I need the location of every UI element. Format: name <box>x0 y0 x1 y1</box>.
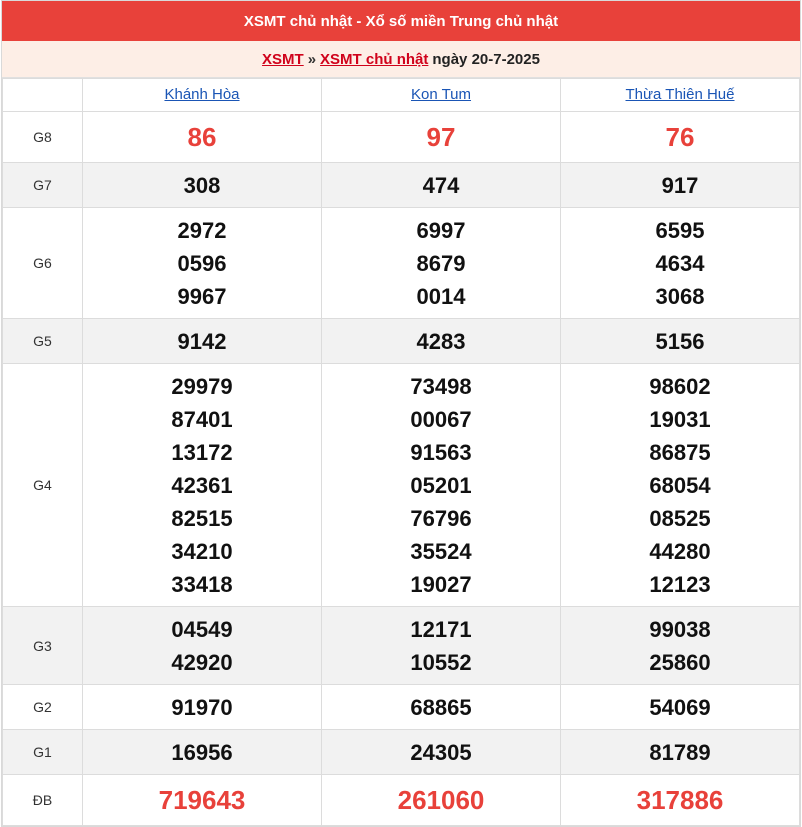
prize-row <box>3 685 800 730</box>
prize-number: 9142 <box>177 328 227 354</box>
prize-row <box>3 730 800 775</box>
prize-number: 05201 <box>410 472 472 498</box>
prize-number: 6595 <box>655 217 705 243</box>
province-link-thua-thien-hue[interactable]: Thừa Thiên Huế <box>625 86 735 103</box>
results-table <box>2 78 800 826</box>
prize-number: 91970 <box>171 694 233 720</box>
prize-label: G4 <box>3 364 83 607</box>
prize-number: 8679 <box>416 250 466 276</box>
prize-cell <box>322 775 561 826</box>
prize-number: 16956 <box>171 739 233 765</box>
breadcrumb-xsmt-link[interactable]: XSMT <box>262 50 304 68</box>
prize-label: G2 <box>3 685 83 730</box>
prize-cell <box>322 685 561 730</box>
results-panel <box>1 0 801 827</box>
prize-cell <box>322 319 561 364</box>
prize-cell <box>561 775 800 826</box>
prize-number: 99038 <box>649 616 711 642</box>
prize-number: 86875 <box>649 439 711 465</box>
prize-cell <box>322 163 561 208</box>
breadcrumb-separator: » <box>307 50 317 68</box>
province-header-cell <box>83 79 322 112</box>
prize-cell <box>83 319 322 364</box>
prize-cell <box>322 112 561 163</box>
prize-row <box>3 364 800 607</box>
prize-number: 68054 <box>649 472 711 498</box>
prize-number: 3068 <box>655 283 705 309</box>
prize-label: G1 <box>3 730 83 775</box>
province-header-row <box>3 79 800 112</box>
prize-cell <box>322 607 561 685</box>
prize-number: 86 <box>187 121 217 152</box>
draw-date: ngày 20-7-2025 <box>432 50 540 68</box>
prize-number: 97 <box>426 121 456 152</box>
prize-number: 76 <box>665 121 695 152</box>
prize-label: G5 <box>3 319 83 364</box>
prize-number: 308 <box>183 172 221 198</box>
breadcrumb <box>2 41 800 78</box>
prize-cell <box>83 112 322 163</box>
prize-number: 12123 <box>649 571 711 597</box>
prize-number: 13172 <box>171 439 233 465</box>
prize-cell <box>561 685 800 730</box>
prize-number: 34210 <box>171 538 233 564</box>
prize-cell <box>83 685 322 730</box>
prize-number: 76796 <box>410 505 472 531</box>
prize-cell <box>83 364 322 607</box>
prize-number: 04549 <box>171 616 233 642</box>
prize-number: 917 <box>661 172 699 198</box>
prize-number: 44280 <box>649 538 711 564</box>
prize-number: 81789 <box>649 739 711 765</box>
prize-number: 68865 <box>410 694 472 720</box>
prize-label: G6 <box>3 208 83 319</box>
prize-row <box>3 163 800 208</box>
province-link-kon-tum[interactable]: Kon Tum <box>410 86 472 103</box>
prize-cell <box>83 208 322 319</box>
prize-number: 10552 <box>410 649 472 675</box>
province-header-cell <box>322 79 561 112</box>
prize-number: 82515 <box>171 505 233 531</box>
province-header-cell <box>561 79 800 112</box>
prize-number: 54069 <box>649 694 711 720</box>
prize-number: 9967 <box>177 283 227 309</box>
prize-number: 87401 <box>171 406 233 432</box>
prize-cell <box>322 208 561 319</box>
prize-number: 42920 <box>171 649 233 675</box>
page-title: XSMT chủ nhật - Xổ số miền Trung chủ nhật <box>2 1 800 41</box>
prize-label: G7 <box>3 163 83 208</box>
prize-number: 4634 <box>655 250 705 276</box>
prize-number: 29979 <box>171 373 233 399</box>
prize-cell <box>561 208 800 319</box>
prize-number: 261060 <box>397 784 485 815</box>
prize-row <box>3 319 800 364</box>
prize-cell <box>83 163 322 208</box>
prize-row <box>3 208 800 319</box>
prize-cell <box>561 112 800 163</box>
prize-cell <box>561 319 800 364</box>
prize-row <box>3 112 800 163</box>
prize-row <box>3 607 800 685</box>
prize-number: 24305 <box>410 739 472 765</box>
prize-number: 98602 <box>649 373 711 399</box>
prize-cell <box>322 364 561 607</box>
prize-number: 6997 <box>416 217 466 243</box>
prize-number: 719643 <box>158 784 246 815</box>
prize-number: 474 <box>422 172 460 198</box>
prize-number: 42361 <box>171 472 233 498</box>
prize-number: 08525 <box>649 505 711 531</box>
prize-number: 0014 <box>416 283 466 309</box>
prize-label: G8 <box>3 112 83 163</box>
header-empty-cell <box>3 79 83 112</box>
prize-cell <box>561 364 800 607</box>
prize-cell <box>561 607 800 685</box>
prize-label: G3 <box>3 607 83 685</box>
prize-number: 35524 <box>410 538 472 564</box>
prize-number: 73498 <box>410 373 472 399</box>
prize-number: 19031 <box>649 406 711 432</box>
prize-number: 2972 <box>177 217 227 243</box>
prize-cell <box>322 730 561 775</box>
prize-number: 19027 <box>410 571 472 597</box>
prize-cell <box>83 730 322 775</box>
prize-number: 0596 <box>177 250 227 276</box>
prize-label: ĐB <box>3 775 83 826</box>
province-link-khanh-hoa[interactable]: Khánh Hòa <box>164 86 240 103</box>
prize-number: 33418 <box>171 571 233 597</box>
prize-number: 00067 <box>410 406 472 432</box>
prize-number: 5156 <box>655 328 705 354</box>
prize-cell <box>561 730 800 775</box>
prize-cell <box>83 775 322 826</box>
prize-number: 4283 <box>416 328 466 354</box>
prize-number: 25860 <box>649 649 711 675</box>
prize-row <box>3 775 800 826</box>
breadcrumb-xsmt-sunday-link[interactable]: XSMT chủ nhật <box>320 50 429 68</box>
prize-number: 12171 <box>410 616 472 642</box>
prize-cell <box>83 607 322 685</box>
prize-cell <box>561 163 800 208</box>
prize-number: 317886 <box>636 784 724 815</box>
prize-number: 91563 <box>410 439 472 465</box>
